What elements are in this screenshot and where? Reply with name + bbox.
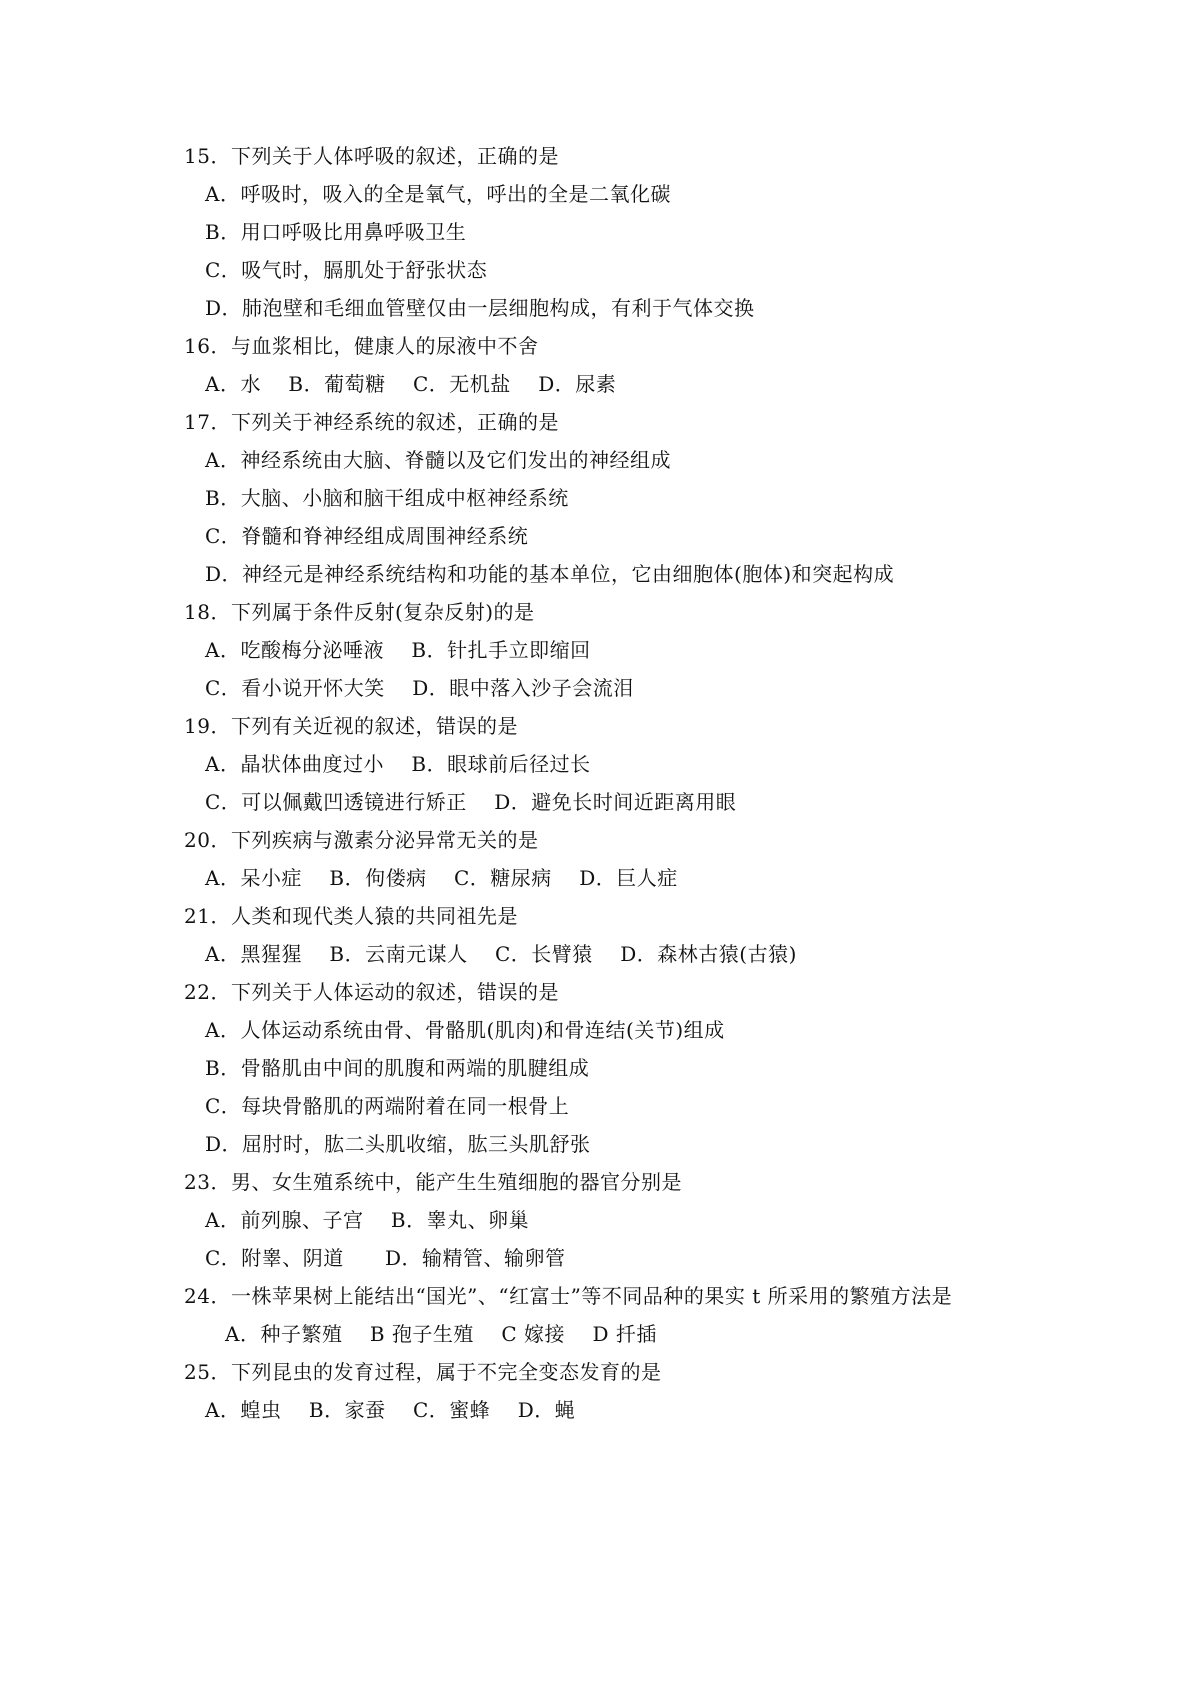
options-25: A．蝗虫 B．家蚕 C．蜜蜂 D．蝇 bbox=[205, 1398, 576, 1422]
question-20: 20．下列疾病与激素分泌异常无关的是 bbox=[184, 828, 539, 852]
option-22-b: B．骨骼肌由中间的肌腹和两端的肌腱组成 bbox=[205, 1056, 590, 1080]
question-17: 17．下列关于神经系统的叙述，正确的是 bbox=[184, 410, 559, 434]
options-23-ab: A．前列腺、子宫 B．睾丸、卵巢 bbox=[205, 1208, 530, 1232]
option-15-d: D．肺泡壁和毛细血管壁仅由一层细胞构成，有利于气体交换 bbox=[205, 296, 755, 320]
options-24: A．种子繁殖 B 孢子生殖 C 嫁接 D 扦插 bbox=[225, 1322, 657, 1346]
question-24: 24．一株苹果树上能结出“国光”、“红富士”等不同品种的果实 t 所采用的繁殖方法是 bbox=[184, 1284, 953, 1308]
question-18: 18．下列属于条件反射(复杂反射)的是 bbox=[184, 600, 535, 624]
options-19-ab: A．晶状体曲度过小 B．眼球前后径过长 bbox=[205, 752, 591, 776]
question-21: 21．人类和现代类人猿的共同祖先是 bbox=[184, 904, 518, 928]
options-19-cd: C．可以佩戴凹透镜进行矫正 D．避免长时间近距离用眼 bbox=[205, 790, 737, 814]
option-17-a: A．神经系统由大脑、脊髓以及它们发出的神经组成 bbox=[205, 448, 671, 472]
question-15: 15．下列关于人体呼吸的叙述，正确的是 bbox=[184, 144, 559, 168]
question-23: 23．男、女生殖系统中，能产生生殖细胞的器官分别是 bbox=[184, 1170, 682, 1194]
question-25: 25．下列昆虫的发育过程，属于不完全变态发育的是 bbox=[184, 1360, 662, 1384]
options-23-cd: C．附睾、阴道 D．输精管、输卵管 bbox=[205, 1246, 566, 1270]
option-17-b: B．大脑、小脑和脑干组成中枢神经系统 bbox=[205, 486, 569, 510]
option-22-d: D．屈肘时，肱二头肌收缩，肱三头肌舒张 bbox=[205, 1132, 591, 1156]
question-16: 16．与血浆相比，健康人的尿液中不舍 bbox=[184, 334, 539, 358]
option-22-c: C．每块骨骼肌的两端附着在同一根骨上 bbox=[205, 1094, 570, 1118]
options-18-ab: A．吃酸梅分泌唾液 B．针扎手立即缩回 bbox=[205, 638, 591, 662]
option-15-a: A．呼吸时，吸入的全是氧气，呼出的全是二氧化碳 bbox=[205, 182, 671, 206]
options-21: A．黑猩猩 B．云南元谋人 C．长臂猿 D．森林古猿(古猿) bbox=[205, 942, 797, 966]
question-19: 19．下列有关近视的叙述，错误的是 bbox=[184, 714, 518, 738]
options-20: A．呆小症 B．佝偻病 C．糖尿病 D．巨人症 bbox=[205, 866, 678, 890]
question-22: 22．下列关于人体运动的叙述，错误的是 bbox=[184, 980, 559, 1004]
option-15-b: B．用口呼吸比用鼻呼吸卫生 bbox=[205, 220, 467, 244]
option-17-c: C．脊髓和脊神经组成周围神经系统 bbox=[205, 524, 529, 548]
option-15-c: C．吸气时，膈肌处于舒张状态 bbox=[205, 258, 488, 282]
options-16: A．水 B．葡萄糖 C．无机盐 D．尿素 bbox=[205, 372, 617, 396]
options-18-cd: C．看小说开怀大笑 D．眼中落入沙子会流泪 bbox=[205, 676, 634, 700]
option-17-d: D．神经元是神经系统结构和功能的基本单位，它由细胞体(胞体)和突起构成 bbox=[205, 562, 895, 586]
option-22-a: A．人体运动系统由骨、骨骼肌(肌肉)和骨连结(关节)组成 bbox=[205, 1018, 725, 1042]
